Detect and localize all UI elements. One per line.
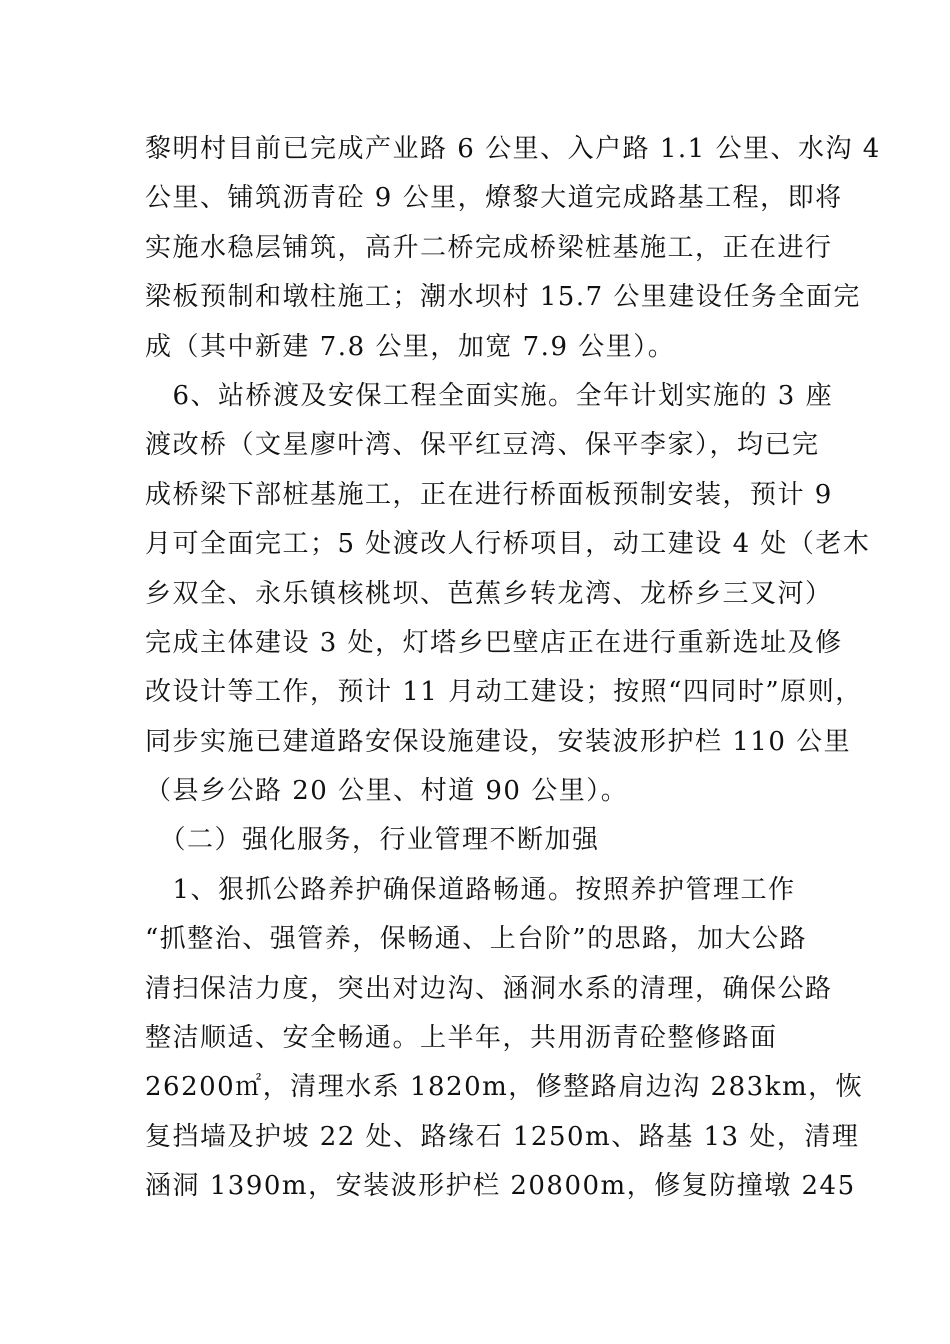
text-line: 黎明村目前已完成产业路 6 公里、入户路 1.1 公里、水沟 4 — [145, 134, 881, 164]
text-line: 涵洞 1390m，安装波形护栏 20800m，修复防撞墩 245 — [145, 1171, 856, 1202]
text-line: 清扫保洁力度，突出对边沟、涵洞水系的清理，确保公路 — [145, 973, 833, 1004]
body-text — [145, 125, 881, 1212]
text-line: 实施水稳层铺筑，高升二桥完成桥梁桩基施工，正在进行 — [145, 232, 833, 263]
text-line: 公里、铺筑沥青砼 9 公里，燎黎大道完成路基工程，即将 — [145, 183, 843, 214]
text-line: 梁板预制和墩柱施工；潮水坝村 15.7 公里建设任务全面完 — [145, 282, 861, 313]
text-line: 同步实施已建道路安保设施建设，安装波形护栏 110 公里 — [145, 726, 852, 757]
text-line: 成（其中新建 7.8 公里，加宽 7.9 公里）。 — [145, 331, 676, 362]
text-line: 复挡墙及护坡 22 处、路缘石 1250m、路基 13 处，清理 — [145, 1121, 860, 1152]
text-line: 渡改桥（文星廖叶湾、保平红豆湾、保平李家），均已完 — [145, 430, 820, 461]
text-line: 成桥梁下部桩基施工，正在进行桥面板预制安装，预计 9 — [145, 479, 833, 510]
text-line: 完成主体建设 3 处，灯塔乡巴壁店正在进行重新选址及修 — [145, 627, 843, 658]
section-heading: （二）强化服务，行业管理不断加强 — [145, 825, 600, 856]
text-line: （县乡公路 20 公里、村道 90 公里）。 — [145, 776, 629, 807]
text-line: 月可全面完工；5 处渡改人行桥项目，动工建设 4 处（老木 — [145, 529, 871, 560]
text-line: 改设计等工作，预计 11 月动工建设；按照“四同时”原则， — [145, 677, 863, 708]
text-line: 整洁顺适、安全畅通。上半年，共用沥青砼整修路面 — [145, 1023, 778, 1054]
text-line: “抓整治、强管养，保畅通、上台阶”的思路，加大公路 — [145, 924, 808, 955]
text-line: 26200㎡，清理水系 1820m，修整路肩边沟 283km，恢 — [145, 1072, 864, 1103]
text-line: 乡双全、永乐镇核桃坝、芭蕉乡转龙湾、龙桥乡三叉河） — [145, 578, 833, 609]
text-line: 6、站桥渡及安保工程全面实施。全年计划实施的 3 座 — [145, 380, 834, 411]
text-line: 1、狠抓公路养护确保道路畅通。按照养护管理工作 — [145, 874, 796, 905]
